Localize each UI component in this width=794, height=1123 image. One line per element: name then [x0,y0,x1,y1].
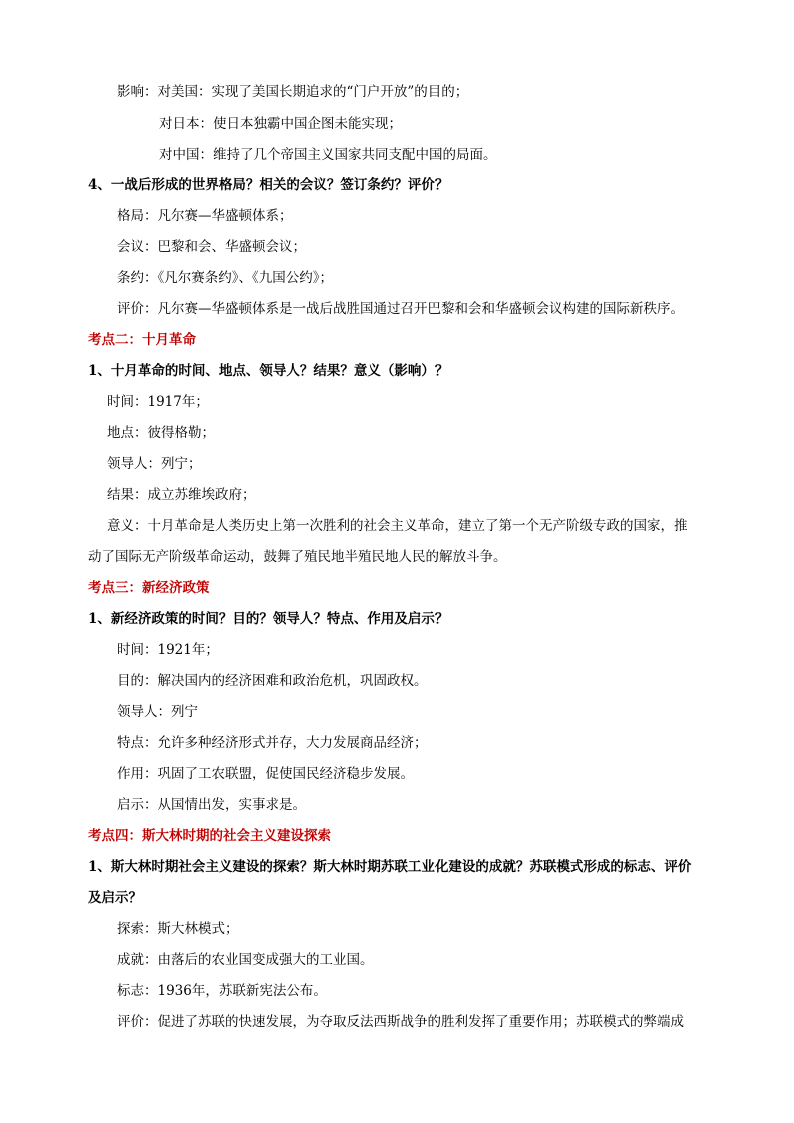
october-leader-line: 领导人：列宁； [107,456,202,472]
section-heading-october-revolution: 考点二：十月革命 [88,332,196,348]
stalin-achievement-line: 成就：由落后的农业国变成强大的工业国。 [117,952,374,968]
october-result-line: 结果：成立苏维埃政府； [107,487,256,503]
october-place-line: 地点：彼得格勒； [107,425,215,441]
evaluation-line: 评价：凡尔赛—华盛顿体系是一战后战胜国通过召开巴黎和会和华盛顿会议构建的国际新秩序。 [117,301,684,317]
nep-leader-line: 领导人：列宁 [117,704,198,720]
question-nep: 1、新经济政策的时间？目的？领导人？特点、作用及启示？ [88,611,449,627]
influence-china-line: 对中国：维持了几个帝国主义国家共同支配中国的局面。 [159,147,497,163]
stalin-explore-line: 探索：斯大林模式； [117,921,239,937]
meeting-line: 会议：巴黎和会、华盛顿会议； [117,239,306,255]
section-heading-nep: 考点三：新经济政策 [88,580,210,596]
nep-effect-line: 作用：巩固了工农联盟，促使国民经济稳步发展。 [117,766,414,782]
influence-japan-line: 对日本：使日本独霸中国企图未能实现； [159,116,402,132]
treaty-line: 条约：《凡尔赛条约》、《九国公约》； [117,270,333,286]
nep-purpose-line: 目的：解决国内的经济困难和政治危机，巩固政权。 [117,673,428,689]
nep-feature-line: 特点：允许多种经济形式并存，大力发展商品经济； [117,735,428,751]
pattern-line: 格局：凡尔赛—华盛顿体系； [117,208,293,224]
influence-usa-line: 影响：对美国：实现了美国长期追求的“门户开放”的目的； [117,84,469,100]
section-heading-stalin: 考点四：斯大林时期的社会主义建设探索 [88,828,331,844]
question-october-revolution: 1、十月革命的时间、地点、领导人？结果？意义（影响）？ [88,363,449,379]
question-4: 4、一战后形成的世界格局？相关的会议？签订条约？评价？ [88,177,449,193]
october-meaning-line-1: 意义：十月革命是人类历史上第一次胜利的社会主义革命，建立了第一个无产阶级专政的国家，推 [107,518,688,534]
stalin-sign-line: 标志：1936年，苏联新宪法公布。 [117,983,327,999]
nep-time-line: 时间：1921年； [117,642,219,658]
october-meaning-line-2: 动了国际无产阶级革命运动，鼓舞了殖民地半殖民地人民的解放斗争。 [88,549,507,565]
question-stalin-line-2: 及启示？ [88,890,142,906]
stalin-evaluation-line: 评价：促进了苏联的快速发展，为夺取反法西斯战争的胜利发挥了重要作用；苏联模式的弊端成 [117,1014,684,1030]
october-time-line: 时间：1917年； [107,394,209,410]
nep-lesson-line: 启示：从国情出发，实事求是。 [117,797,306,813]
question-stalin-line-1: 1、斯大林时期社会主义建设的探索？斯大林时期苏联工业化建设的成就？苏联模式形成的标志、评价 [88,859,692,875]
